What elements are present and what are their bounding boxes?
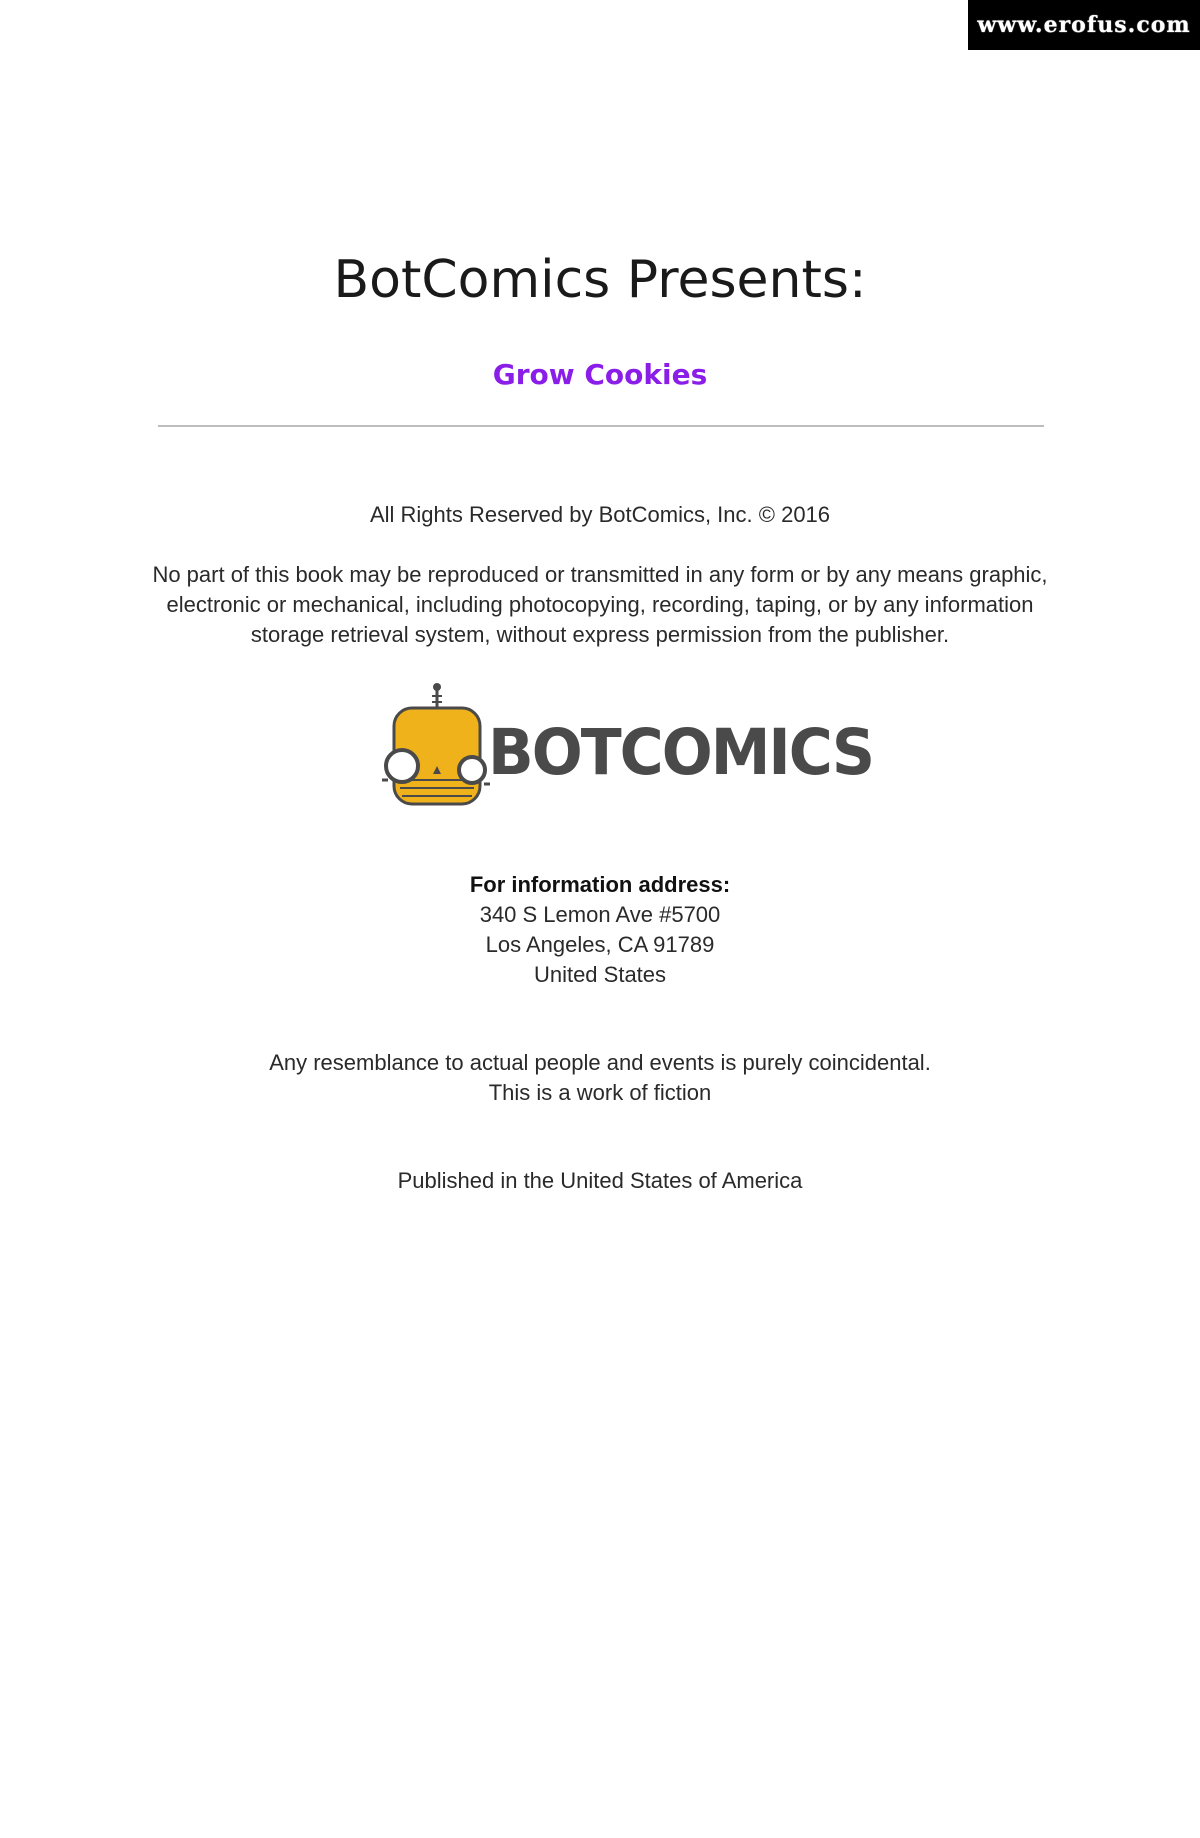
address-line: Los Angeles, CA 91789 <box>485 932 715 957</box>
legal-line: storage retrieval system, without express permission from the publisher. <box>250 622 950 647</box>
watermark-text: www.erofus.com <box>977 12 1191 38</box>
legal-notice <box>0 560 1200 650</box>
published-notice: Published in the United States of America <box>397 1168 803 1193</box>
divider <box>158 425 1044 427</box>
watermark <box>968 0 1200 50</box>
logo-wordmark: BOTCOMICS <box>488 716 874 790</box>
botcomics-logo <box>380 680 874 810</box>
fiction-line: Any resemblance to actual people and events is purely coincidental. <box>269 1050 931 1075</box>
legal-line: No part of this book may be reproduced or transmitted in any form or by any means graphic, <box>152 562 1048 587</box>
rights-notice: All Rights Reserved by BotComics, Inc. © 2016 <box>369 502 831 527</box>
address-line: United States <box>533 962 667 987</box>
fiction-disclaimer <box>0 1048 1200 1108</box>
address-block <box>0 870 1200 990</box>
legal-line: electronic or mechanical, including photocopying, recording, taping, or by any information <box>166 592 1034 617</box>
address-line: 340 S Lemon Ave #5700 <box>479 902 721 927</box>
book-title: Grow Cookies <box>492 358 708 391</box>
page-title: BotComics Presents: <box>333 250 867 310</box>
address-label: For information address: <box>469 872 731 897</box>
fiction-line: This is a work of fiction <box>488 1080 712 1105</box>
